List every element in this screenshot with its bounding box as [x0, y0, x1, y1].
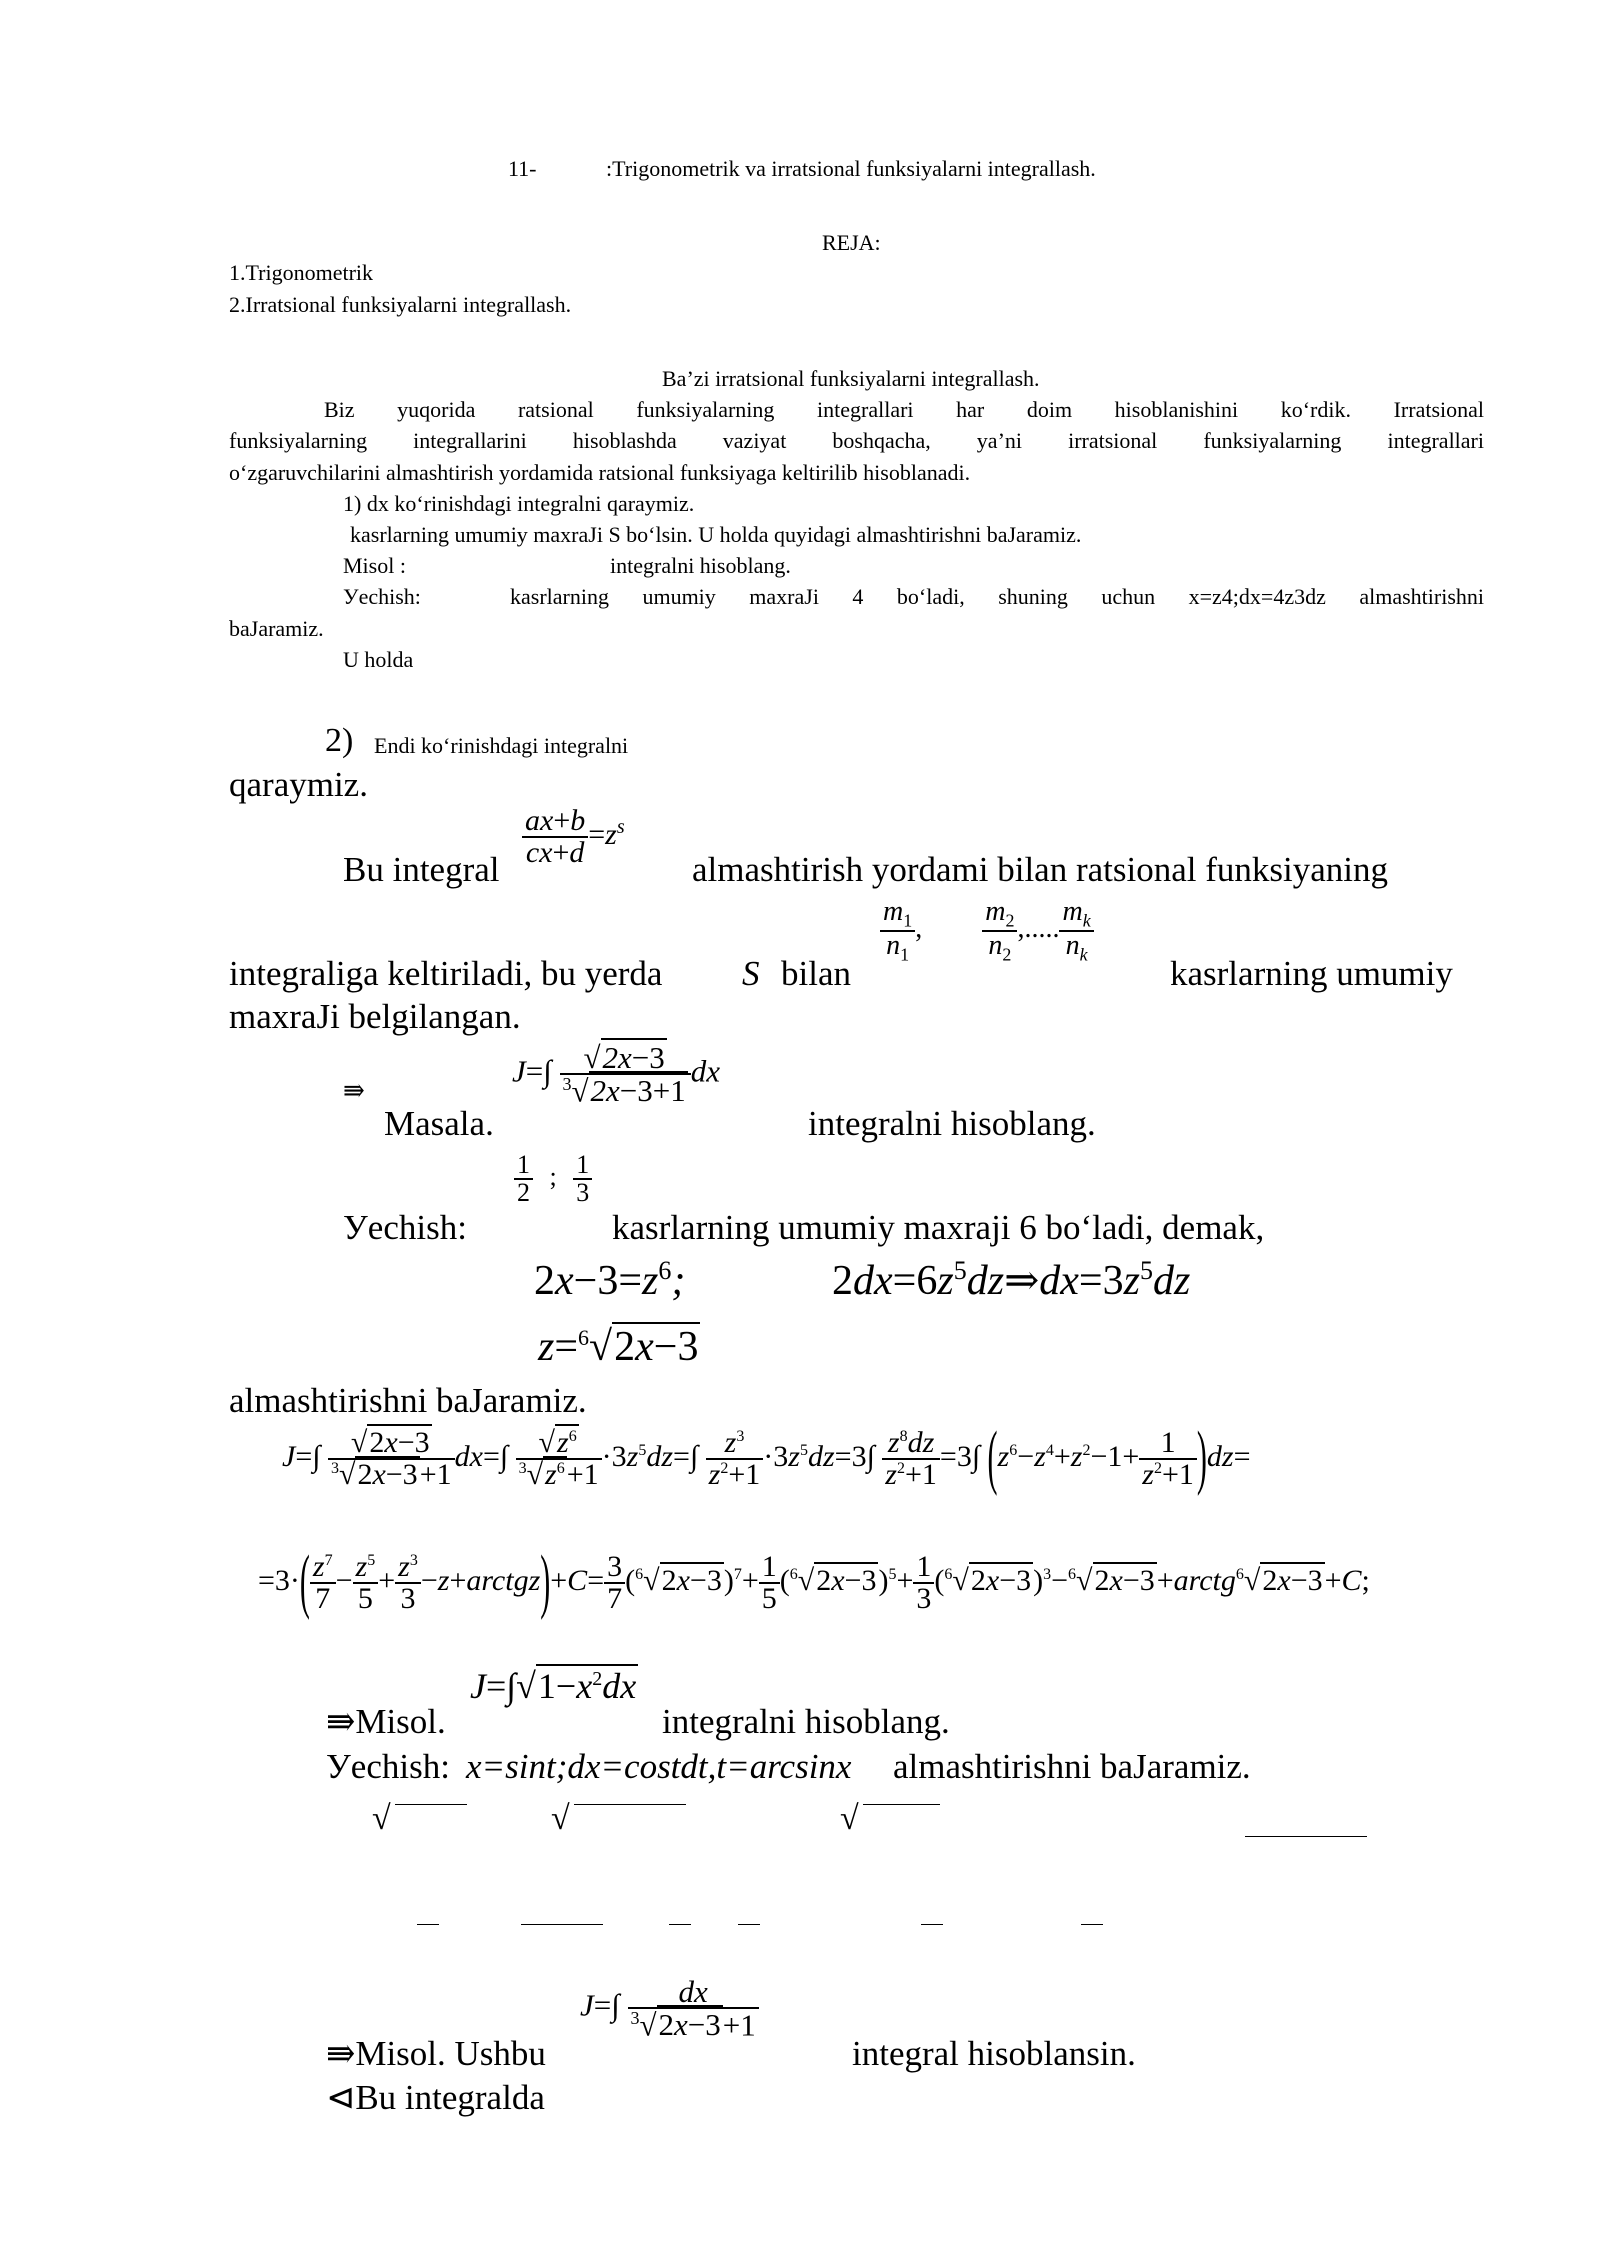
misol2-yechish-label: Уechish:	[326, 1747, 450, 1786]
formula-rule	[521, 1924, 603, 1925]
lecture-number: 11-	[508, 156, 537, 181]
masala-yechish: Уechish:	[343, 1208, 467, 1247]
misol3-integral: J=∫ $\frac{dx}{^3√2x-3+1}$	[580, 1976, 759, 2040]
misol2-text: integralni hisoblang.	[662, 1702, 950, 1741]
misol-text: integralni hisoblang.	[610, 553, 791, 578]
kasrlarning-text: kasrlarning umumiy	[1170, 954, 1453, 993]
substitution-eq-3: z=$^6$√2x−3	[538, 1324, 699, 1370]
u-holda: U holda	[343, 647, 414, 672]
radical-sign-icon: √	[840, 1800, 859, 1837]
formula-rule	[738, 1924, 760, 1925]
misol2-integral: $J=\int√1-x^2dx$	[470, 1666, 637, 1706]
formula-rule	[395, 1804, 467, 1805]
reja-item-2: 2.Irratsional funksiyalarni integrallash.	[229, 292, 572, 317]
formula-rule	[669, 1924, 691, 1925]
radical-sign-icon: √	[372, 1800, 391, 1837]
misol2-yechish-math: x=sint;dx=costdt,t=arcsinx	[466, 1747, 852, 1786]
case1-line-1: 1) dx ko‘rinishdagi integralni qaraymiz.	[343, 491, 695, 516]
misol2-yechish-text: almashtirishni baJaramiz.	[893, 1747, 1251, 1786]
lecture-title: :Trigonometrik va irratsional funksiyalarni integrallash.	[606, 156, 1096, 181]
yechish-continuation: baJaramiz.	[229, 616, 324, 641]
radical-sign-icon: √	[551, 1800, 570, 1837]
misol3-last: ⊲Bu integralda	[326, 2078, 545, 2117]
masala-integral: J=∫ $\frac{√2x-3}{^3√2x-3+1}$ dx	[512, 1040, 721, 1109]
formula-rule	[574, 1804, 686, 1805]
intro-line-1: Biz yuqorida ratsional funksiyalarning integrallari har doim hisoblanishini ko‘rdik. Irratsional	[324, 397, 1484, 422]
formula-rule	[417, 1924, 439, 1925]
misol3-label: ⇛Misol. Ushbu	[326, 2034, 546, 2073]
substitution-eq-2: $2dx=6z^5dz\Rightarrow dx=3z^5dz$	[832, 1256, 1191, 1304]
masala-text: integralni hisoblang.	[808, 1104, 1096, 1143]
case2-line-1: Endi ko‘rinishdagi integralni	[374, 733, 629, 758]
misol-label: Misol :	[343, 553, 406, 578]
computation-line-1: J=∫ $\frac{√2x-3}{^3√2x-3+1}$ dx=∫ $\frac{√z^6}{^3√z^6+1}$ $\cdot 3z^5dz=\int$ $\frac{z^3}{z^2+1}$ $\cdot 3z^5dz=3\int$ $\frac{z^8dz}{z^2+1}$ =3∫ ($z^6-z^4+z^2-1+$ $\frac{1}{z^2+1}$ )dz=	[282, 1418, 1251, 1498]
yechish-text: kasrlarning umumiy maxraJi 4 bo‘ladi, shuning uchun x=z4;dx=4z3dz almashtirishni	[510, 584, 1484, 609]
bu-integral: Bu integral	[343, 850, 500, 889]
intro-line-2: funksiyalarning integrallarini hisoblashda vaziyat boshqacha, ya’ni irratsional funksiyalarning integrallari	[229, 428, 1484, 453]
almashtirish-text: almashtirishni baJaramiz.	[229, 1381, 587, 1420]
formula-rule	[863, 1804, 940, 1805]
masala-yechish-text: kasrlarning umumiy maxraji 6 bo‘ladi, demak,	[612, 1208, 1265, 1247]
misol3-text: integral hisoblansin.	[852, 2034, 1136, 2073]
fractions-m-n: $\frac{m_1}{n_1}$ , $\frac{m_2}{n_2}$ ,..... $\frac{m_k}{n_k}$	[880, 898, 1094, 963]
yechish-label: Уechish:	[343, 584, 421, 609]
misol2-label: ⇛Misol.	[326, 1702, 446, 1741]
implies-arrow-icon: ⇛	[343, 1076, 365, 1105]
reja-heading: REJA:	[822, 230, 881, 255]
computation-line-2: =3·( $\frac{z^7}{7}$ − $\frac{z^5}{5}$ + $\frac{z^3}{3}$ −z+arctgz)+C= $\frac{3}{7}$ $(^6√2x-3)^7+$ $\frac{1}{5}$ $(^6√2x-3)^5+$ $\frac{1}{3}$ $(^6√2x-3)^3-^6√2x-3+arctg^6√2x-3+C$;	[258, 1542, 1370, 1622]
s-symbol: S	[742, 954, 760, 993]
formula-rule	[1081, 1924, 1103, 1925]
substitution-eq-1: $2x-3=z^6$;	[534, 1256, 686, 1304]
maxraji-text: maxraJi belgilangan.	[229, 997, 521, 1036]
bu-integral-rest: almashtirish yordami bilan ratsional funksiyaning	[692, 850, 1388, 889]
intro-line-3: o‘zgaruvchilarini almashtirish yordamida ratsional funksiyaga keltirilib hisoblanadi.	[229, 460, 971, 485]
case1-line-2: kasrlarning umumiy maxraJi S bo‘lsin. U holda quyidagi almashtirishni baJaramiz.	[350, 522, 1082, 547]
formula-rule	[1245, 1836, 1367, 1837]
formula-rule	[921, 1924, 943, 1925]
integraliga-text: integraliga keltiriladi, bu yerda	[229, 954, 663, 993]
reja-item-1: 1.Trigonometrik	[229, 260, 374, 285]
case2-line-2: qaraymiz.	[229, 765, 368, 804]
fractions-half-third: $\frac{1}{2}$ ; $\frac{1}{3}$	[514, 1152, 592, 1206]
section-heading: Ba’zi irratsional funksiyalarni integrallash.	[662, 366, 1040, 391]
case2-number: 2)	[325, 722, 354, 759]
bilan-text: bilan	[781, 954, 851, 993]
masala-label: Masala.	[384, 1104, 494, 1143]
substitution-formula: $\frac{ax+b}{cx+d}$ $=z^s$	[522, 806, 625, 868]
